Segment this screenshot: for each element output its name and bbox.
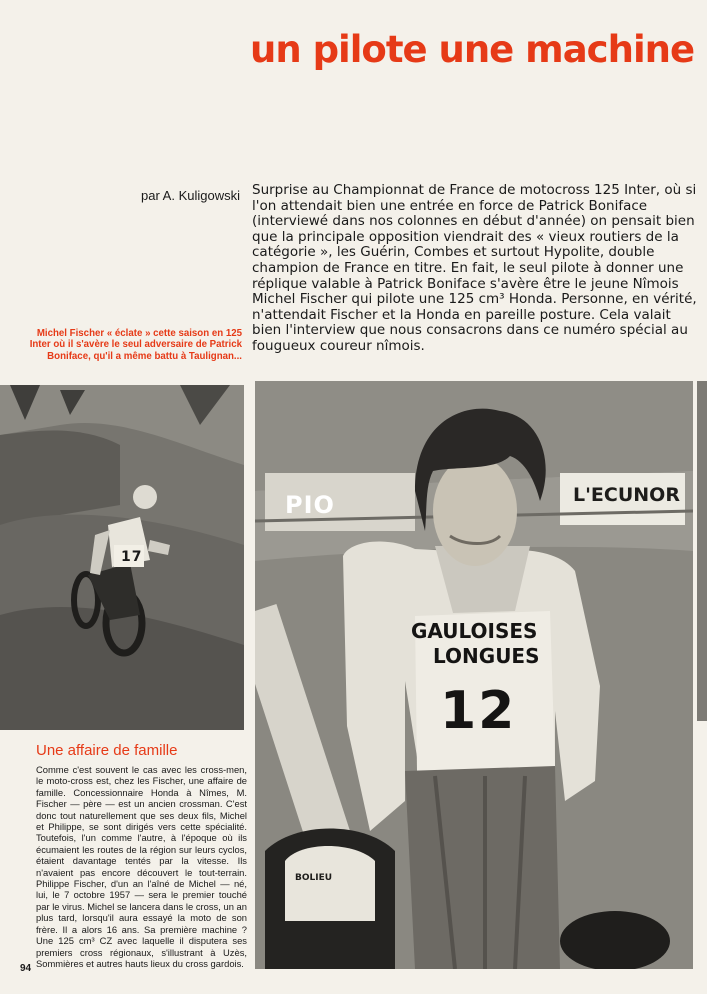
section-subhead: Une affaire de famille [36,742,178,759]
banner-left-text: PIO [285,491,335,519]
helmet-text: BOLIEU [295,873,333,883]
bib-line-1: GAULOISES [411,619,538,643]
rider-number: 17 [121,549,143,565]
headline: un pilote une machine [250,28,695,71]
adjacent-photo-edge [697,381,707,721]
rider-action-photo [0,385,244,730]
bib-number: 12 [440,681,517,741]
intro-paragraph: Surprise au Championnat de France de motocross 125 Inter, où si l'on attendait bien une entrée en force de Patrick Boniface (interviewé dans nos colonnes en début d'année) on pensait bien que la principale opposition viendrait des « vieux routiers de la catégorie », les Guérin, Combes et surtout Hypolite, double champion de France en titre. En fait, le seul pilote à donner une réplique valable à Patrick Boniface s'avère être le jeune Nîmois Michel Fischer qui pilote une 125 cm³ Honda. Personne, en vérité, n'attendait Fischer et la Honda en pareille posture. Cela valait bien l'interview que nous consacrons dans ce numéro spécial au fougueux coureur nîmois. [252,182,697,354]
bib-line-2: LONGUES [433,644,540,668]
page-number: 94 [20,963,32,974]
body-text: Comme c'est souvent le cas avec les cross-men, le moto-cross est, chez les Fischer, une affaire de famille. Concessionnaire Honda à Nîmes, M. Fischer — père — est un ancien crossman. C'est donc tout naturellement que ses deux fils, Michel et Philippe, se sont dirigés vers cette spécialité. Toutefois, l'un comme l'autre, à l'époque où ils écumaient les routes de la région sur leurs cyclos, étaient davantage tentés par la vitesse. Ils n'avaient pas encore découvert le tout-terrain. Philippe Fischer, d'un an l'aîné de Michel — né, lui, le 7 octobre 1957 — sera le premier touché par le virus. Michel se lancera dans le cross, un an plus tard, lorsqu'il aura essayé la moto de son frère. Il a alors 16 ans. Sa première machine ? Une 125 cm³ CZ avec laquelle il disputera ses premiers cross régionaux, s'illustrant à Uzès, Sommières et autres hauts lieux du cross gardois. [36,764,247,969]
byline: par A. Kuligowski [141,188,240,203]
banner-right-text: L'ECUNOR [573,484,680,506]
photo-caption: Michel Fischer « éclate » cette saison en 125 Inter où il s'avère le seul adversaire de Patrick Boniface, qu'il a même battu à Taulignan... [29,328,242,362]
rider-portrait-photo [255,381,693,969]
